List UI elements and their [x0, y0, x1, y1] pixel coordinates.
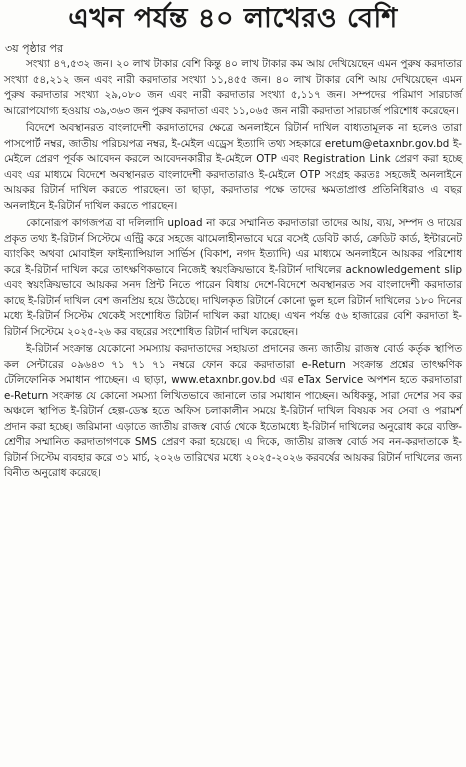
headline: এখন পর্যন্ত ৪০ লাখেরও বেশি — [68, 2, 398, 34]
paragraph: সংখ্যা ৪৭,৫৩২ জন। ২০ লাখ টাকার বেশি কিন্তু ৪০ লাখ টাকার কম আয় দেখিয়েছেন এমন পুরুষ করদাতার সংখ্যা ৫৪,২১২ জন এবং নারী করদাতার সংখ্যা ১১,৪৫৫ জন। ৪০ লাখ টাকার বেশি আয় দেখিয়েছেন এমন পুরুষ করদাতার সংখ্যা ২৯,০৮০ জন এবং নারী করদাতার সংখ্যা ৫,১১৭ জন। সম্পদের পরিমাণ সারচার্জ আরোপযোগ্য হওয়ায় ৩৯,৩৬৩ জন পুরুষ করদাতা এবং ১১,০৬৫ জন নারী করদাতা সারচার্জ পরিশোধ করেছেন। — [4, 58, 462, 117]
continued-from-label: ৩য় পৃষ্ঠার পর — [5, 42, 64, 55]
article-body — [4, 57, 462, 482]
paragraph: ই-রিটার্ন সংক্রান্ত যেকোনো সমস্যায় করদাতাদের সহায়তা প্রদানের জন্য জাতীয় রাজস্ব বোর্ড কর্তৃক স্থাপিত কল সেন্টারের ০৯৬৪৩ ৭১ ৭১ ৭১ নম্বরে ফোন করে করদাতারা e-Return সংক্রান্ত প্রশ্নের তাৎক্ষণিক টেলিফোনিক সমাধান পাচ্ছেন। এ ছাড়া, www.etaxnbr.gov.bd এর eTax Service অপশন হতে করদাতারা e-Return সংক্রান্ত যে কোনো সমস্যা লিখিতভাবে জানালে তার সমাধান পাচ্ছেন। অধিকন্তু, সারা দেশের সব কর অঞ্চলে স্থাপিত ই-রিটার্ন হেল্প-ডেস্ক হতে অফিস চলাকালীন সময়ে ই-রিটার্ন দাখিল বিষয়ক সব সেবা ও পরামর্শ প্রদান করা হচ্ছে। জরিমানা এড়াতে জাতীয় রাজস্ব বোর্ড থেকে ইতোমধ্যে ই-রিটার্ন দাখিলের অনুরোধ করে ব্যক্তি-শ্রেণীর সম্মানিত করদাতাগণকে SMS প্রেরণ করা হয়েছে। এ দিকে, জাতীয় রাজস্ব বোর্ড সব নন-করদাতাকে ই-রিটার্ন সিস্টেম ব্যবহার করে ৩১ মার্চ, ২০২৬ তারিখের মধ্যে ২০২৫-২০২৬ করবর্ষের আয়কর রিটার্ন দাখিলের জন্য বিনীত অনুরোধ করেছে। — [4, 343, 462, 479]
paragraph: কোনোরূপ কাগজপত্র বা দলিলাদি upload না করে সম্মানিত করদাতারা তাদের আয়, ব্যয়, সম্পদ ও দায়ের প্রকৃত তথ্য ই-রিটার্ন সিস্টেমে এন্ট্রি করে সহজে ঝামেলাহীনভাবে ঘরে বসেই ডেবিট কার্ড, ক্রেডিট কার্ড, ইন্টারনেট ব্যাংকিং অথবা মোবাইল ফাইন্যান্সিয়াল সার্ভিস (বিকাশ, নগদ ইত্যাদি) এর মাধ্যমে অনলাইনে আয়কর পরিশোধ করে ই-রিটার্ন দাখিল করে তাৎক্ষণিকভাবে নিজেই স্বয়ংক্রিয়ভাবে ই-রিটার্ন দাখিলের acknowledgement slip এবং স্বয়ংক্রিয়ভাবে আয়কর সনদ প্রিন্ট নিতে পারেন বিধায় দেশে-বিদেশে অবস্থানরত সব বাংলাদেশী করদাতার কাছে ই-রিটার্ন দাখিল বেশ জনপ্রিয় হয়ে উঠেছে। দাখিলকৃত রিটার্নে কোনো ভুল হলে রিটার্ন দাখিলের ১৮০ দিনের মধ্যে ই-রিটার্ন সিস্টেম থেকেই সংশোধিত রিটার্ন দাখিল করা যাচ্ছে। এখন পর্যন্ত ৫৬ হাজারের বেশি করদাতা ই-রিটার্ন সিস্টেমে ২০২৫-২৬ কর বছরের সংশোধিত রিটার্ন দাখিল করেছেন। — [4, 217, 462, 338]
paragraph: বিদেশে অবস্থানরত বাংলাদেশী করদাতাদের ক্ষেত্রে অনলাইনে রিটার্ন দাখিল বাধ্যতামূলক না হলেও তারা পাসপোর্ট নম্বর, জাতীয় পরিচয়পত্র নম্বর, ই-মেইল এড্রেস ইত্যাদি তথ্য সহকারে eretum@etaxnbr.gov.bd ই-মেইলে প্রেরণ পূর্বক আবেদন করলে আবেদনকারীর ই-মেইলে OTP এবং Registration Link প্রেরণ করা হচ্ছে এবং এর মাধ্যমে বিদেশে অবস্থানরত বাংলাদেশী করদাতারাও ই-মেইলে OTP সংগ্রহ করতঃ সহজেই অনলাইনে আয়কর রিটার্ন দাখিল করতে পারছেন। তা ছাড়া, করদাতার পক্ষে তাদের ক্ষমতাপ্রাপ্ত প্রতিনিধিরাও এ বছর অনলাইনে ই-রিটার্ন দাখিল করতে পারছেন। — [4, 122, 462, 212]
